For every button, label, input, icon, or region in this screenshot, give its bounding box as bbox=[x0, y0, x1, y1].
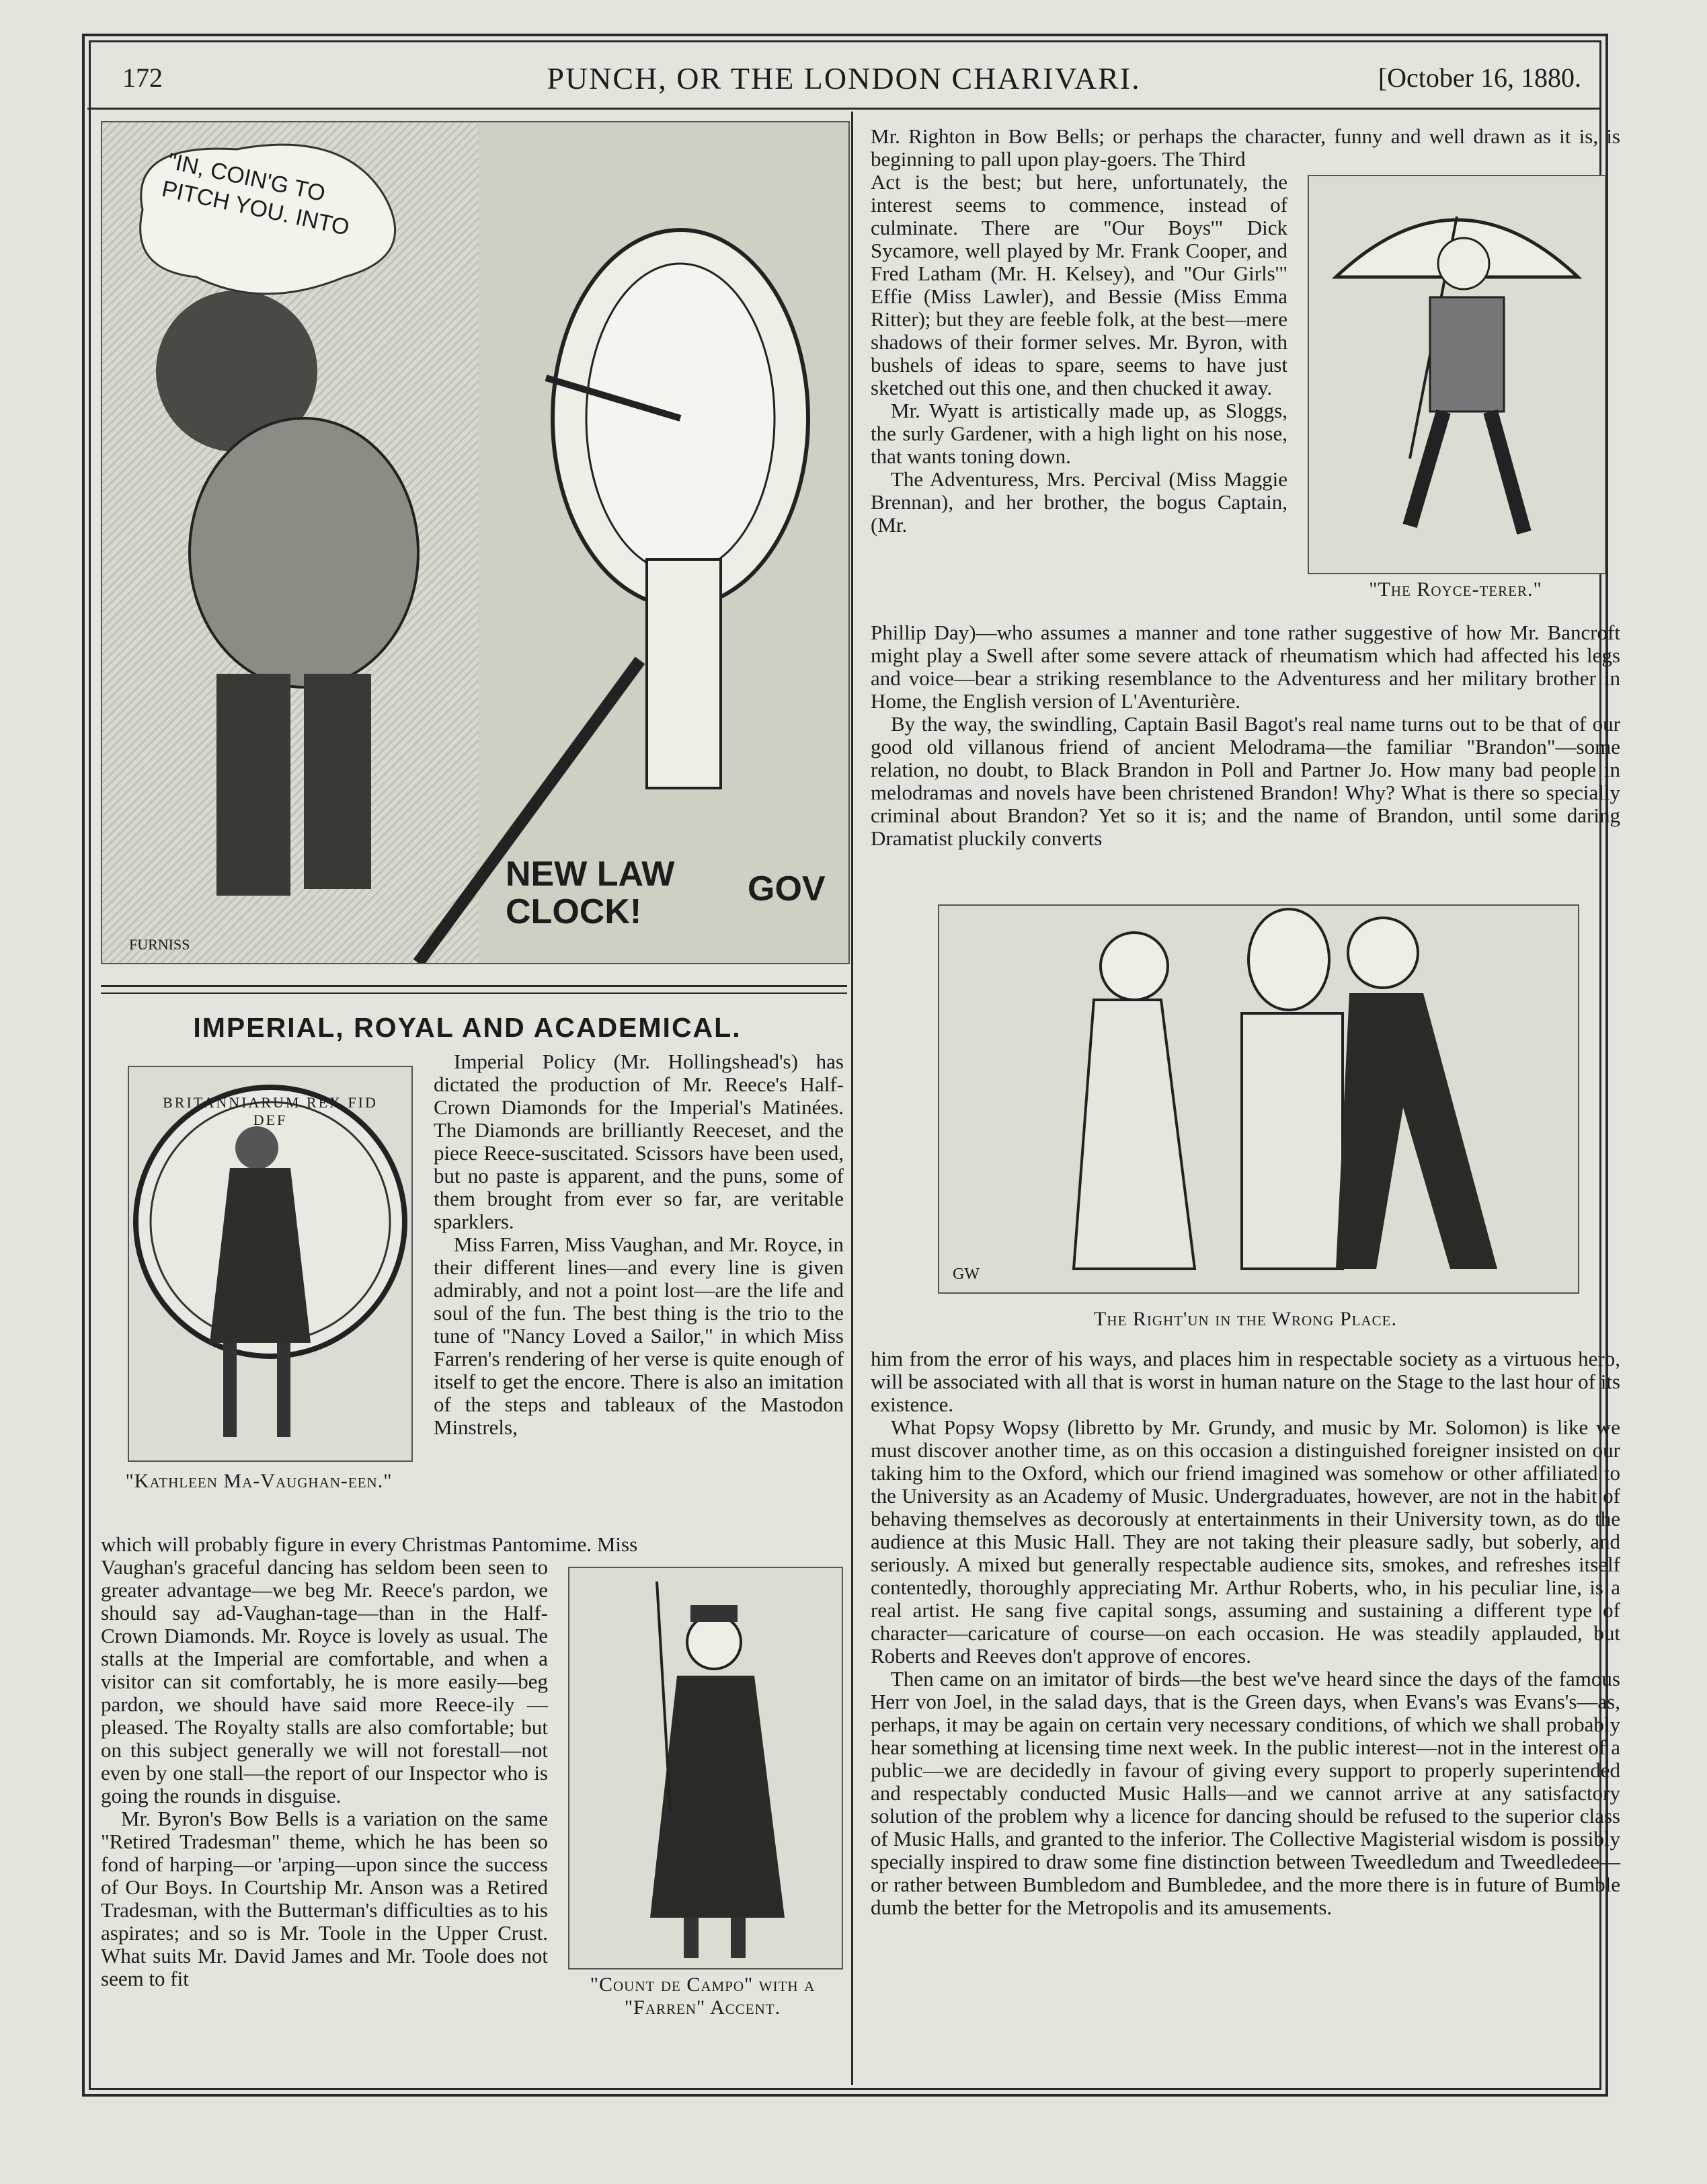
cartoon-clock-illustration bbox=[101, 121, 850, 964]
article-paragraph: Phillip Day)—who assumes a manner and tone rather suggestive of how Mr. Bancroft might play a Swell after some severe attack of rheumatism which had affected his legs and voice—bear a striking resemblance to the Adventuress and her military brother in Home, the English version of L'Aventurière. bbox=[871, 621, 1620, 713]
royce-caption: "The Royce-terer." bbox=[1369, 578, 1542, 600]
kathleen-caption: "Kathleen Ma-Vaughan-een." bbox=[125, 1470, 393, 1492]
page-number: 172 bbox=[122, 63, 163, 93]
rightun-caption: The Right'un in the Wrong Place. bbox=[1094, 1308, 1397, 1330]
coin-inscription: BRITANNIARUM REX FID DEF bbox=[163, 1094, 378, 1128]
artist-signature: FURNISS bbox=[129, 936, 190, 953]
masthead bbox=[87, 54, 1600, 110]
article-paragraph: Mr. Byron's Bow Bells is a variation on the same "Retired Tradesman" theme, which he has been so fond of harping—or 'arping—upon since the success of Our Boys. In Courtship Mr. Anson was a Retired Tradesman, with the Butterman's difficulties as to his aspirates; and so is Mr. Toole in the Upper Crust. What suits Mr. David James and Mr. Toole does not seem to fit bbox=[101, 1807, 548, 1990]
article-text-block bbox=[871, 171, 1287, 537]
article-paragraph: Mr. Wyatt is artistically made up, as Sloggs, the surly Gardener, with a high light on his nose, that wants toning down. bbox=[871, 399, 1287, 468]
article-text-block bbox=[434, 1050, 844, 1439]
issue-date: [October 16, 1880. bbox=[1378, 63, 1581, 93]
publication-title: PUNCH, OR THE LONDON CHARIVARI. bbox=[547, 61, 1141, 95]
article-paragraph: Act is the best; but here, unfortunately, the interest seems to commence, instead of culminate. There are "Our Boys'" Dick Sycamore, well played by Mr. Frank Cooper, and Fred Latham (Mr. H. Kelsey), and "Our Girls'" Effie (Miss Lawler), and Bessie (Miss Emma Ritter); but they are feeble folk, at the best—mere shadows of their former selves. Mr. Byron, with bushels of ideas to spare, seems to have just sketched out this one, and then chucked it away. bbox=[871, 170, 1287, 399]
article-text-line: Mr. Righton in Bow Bells; or perhaps the character, funny and well drawn as it is, is beginning to pall upon play-goers. The Third bbox=[871, 124, 1620, 171]
speech-bubble-text: "IN, COIN'G TO PITCH YOU. INTO bbox=[159, 148, 352, 241]
article-paragraph: Then came on an imitator of birds—the best we've heard since the days of the famous Herr von Joel, in the salad days, that is the Green days, when Evans's was Evans's—as, perhaps, it may be again on certain very necessary conditions, of which we shall probably hear something at licensing time next week. In the public interest—not in the interest of a public—we are decidedly in favour of giving every support to properly superintended and respectably conducted Music Halls—and we cannot arrive at any satisfactory solution of the problem why a licence for dancing should be refused to the superior class of Music Halls, and granted to the inferior. The Collective Magisterial wisdom is possibly specially inspired to draw some fine distinction between Tweedledum and Tweedledee—or rather between Bumbledom and Bumbledee, and the more there is in future of Bumble dumb the better for the Metropolis and its amusements. bbox=[871, 1667, 1620, 1919]
article-paragraph: him from the error of his ways, and places him in respectable society as a virtuous hero, will be associated with all that is worst in human nature on the Stage to the last hour of its existence. bbox=[871, 1347, 1620, 1416]
article-paragraph: Vaughan's graceful dancing has seldom been seen to greater advantage—we beg Mr. Reece's pardon, we should say ad-Vaughan-tage—than in the Half-Crown Diamonds. Mr. Royce is lovely as usual. The stalls at the Imperial are comfortable, and when a visitor can sit comfortably, he is more easily—beg pardon, we should have said more Reece-ily —pleased. The Royalty stalls are also comfortable; but on this subject generally we will not forestall—not even by one stall—the report of our Inspector who is going the rounds in disguise. bbox=[101, 1555, 548, 1807]
column-divider bbox=[851, 112, 853, 2085]
royce-terer-illustration bbox=[1308, 175, 1606, 574]
article-text-block bbox=[871, 1348, 1620, 1919]
artist-signature: GW bbox=[953, 1265, 980, 1283]
article-paragraph: Imperial Policy (Mr. Hollingshead's) has dictated the production of Mr. Reece's Half-Crown Diamonds for the Imperial's Matinées. The Diamonds are brilliantly Reeceset, and the piece Reece-suscitated. Scissors have been used, but no paste is apparent, and the puns, some of them brought from ever so far, are veritable sparklers. bbox=[434, 1050, 844, 1233]
campo-caption: "Count de Campo" with a "Farren" Accent. bbox=[590, 1974, 816, 2019]
article-paragraph: By the way, the swindling, Captain Basil Bagot's real name turns out to be that of our good old villanous friend of ancient Melodrama—the familiar "Brandon"—some relation, no doubt, to Black Brandon in Poll and Partner Jo. How many bad people in melodramas and novels have been christened Brandon! Why? What is there so specially criminal about Brandon? Yet so it is; and the name of Brandon, until some daring Dramatist pluckily converts bbox=[871, 712, 1620, 850]
article-text-block bbox=[101, 1556, 548, 1990]
count-de-campo-illustration bbox=[568, 1567, 843, 1970]
article-paragraph: Miss Farren, Miss Vaughan, and Mr. Royce, in their different lines—and every line is given admirably, and not a point lost—are the life and soul of the fun. The best thing is the trio to the tune of "Nancy Loved a Sailor," in which Miss Farren's rendering of her verse is quite enough of itself to get the encore. There is also an imitation of the steps and tableaux of the Mastodon Minstrels, bbox=[434, 1233, 844, 1439]
section-rule bbox=[101, 985, 847, 994]
clock-sign-text-2: GOV bbox=[748, 869, 826, 908]
article-text-line: which will probably figure in every Christmas Pantomime. Miss bbox=[101, 1532, 638, 1556]
article-heading: IMPERIAL, ROYAL AND ACADEMICAL. bbox=[193, 1012, 742, 1043]
article-paragraph: The Adventuress, Mrs. Percival (Miss Maggie Brennan), and her brother, the bogus Captain, (Mr. bbox=[871, 467, 1287, 537]
article-paragraph: What Popsy Wopsy (libretto by Mr. Grundy, and music by Mr. Solomon) is like we must discover another time, as on this occasion a distinguished foreigner insisted on our taking him to the Oxford, which our friend imagined was somehow or other affiliated to the University as an Academy of Music. Undergraduates, however, are not in the habit of behaving themselves as decorously at entertainments in their University town, as do the audience at this Music Hall. They are not taking their pleasure sadly, but soberly, and seriously. A mixed but generally respectable audience sits, smokes, and refreshes itself contentedly, thoroughly appreciating Mr. Arthur Roberts, who, in his peculiar line, is a real artist. He sang five capital songs, assuming and sustaining a different type of character—caricature of course—on each occasion. He was steadily applauded, but Roberts and Reeves don't approve of encores. bbox=[871, 1415, 1620, 1668]
rightun-illustration bbox=[938, 904, 1579, 1294]
kathleen-coin-illustration bbox=[128, 1066, 413, 1462]
clock-sign-text: NEW LAW CLOCK! bbox=[506, 855, 675, 931]
article-text-block bbox=[871, 621, 1620, 850]
